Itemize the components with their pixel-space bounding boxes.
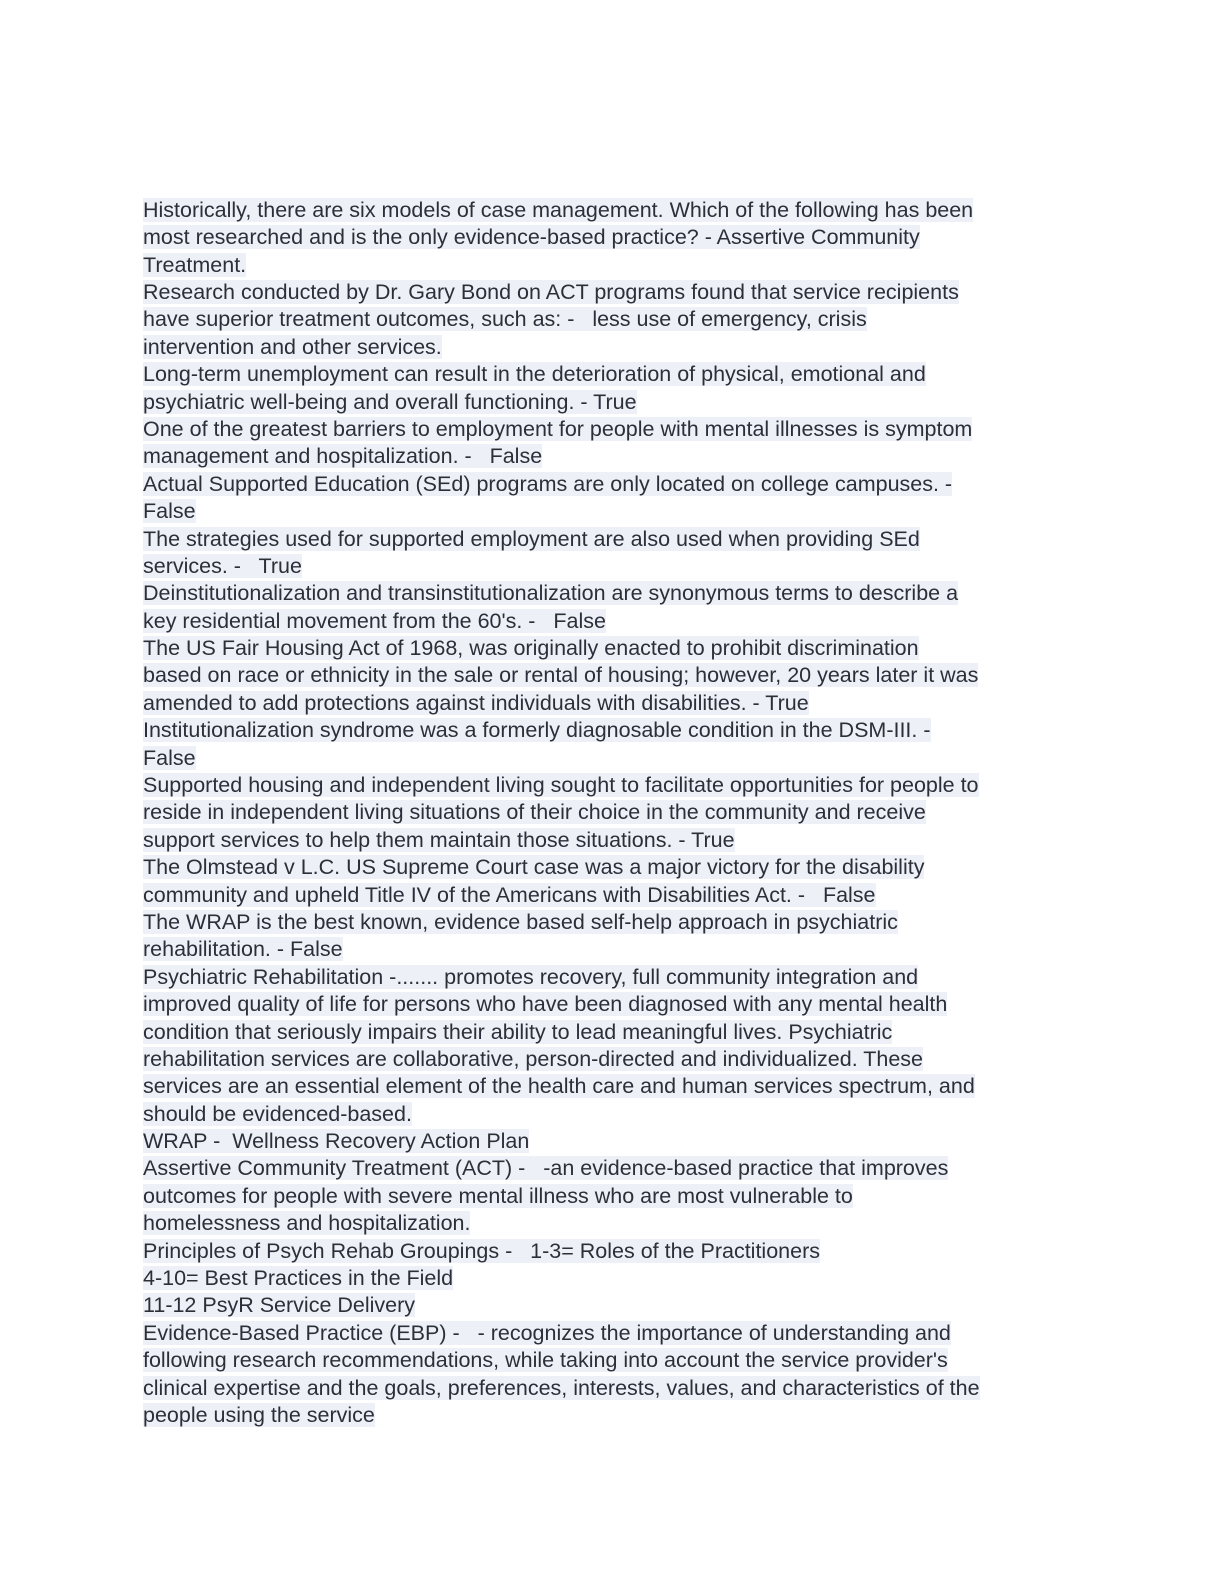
text-line-content: most researched and is the only evidence-based practice? - Assertive Community <box>143 225 920 250</box>
text-line <box>143 471 1083 498</box>
text-line-content: following research recommendations, while taking into account the service provider's <box>143 1348 948 1373</box>
text-line <box>143 1375 1083 1402</box>
text-line-content: Evidence-Based Practice (EBP) - - recognizes the importance of understanding and <box>143 1320 951 1345</box>
text-line-content: Historically, there are six models of case management. Which of the following has been <box>143 197 974 222</box>
text-line-content: The strategies used for supported employment are also used when providing SEd <box>143 526 920 551</box>
text-line <box>143 553 1083 580</box>
text-line-content: rehabilitation services are collaborative, person-directed and individualized. These <box>143 1046 924 1071</box>
text-line <box>143 1101 1083 1128</box>
text-line-content: based on race or ethnicity in the sale or rental of housing; however, 20 years later it was <box>143 663 979 688</box>
text-line <box>143 936 1083 963</box>
text-line-content: Psychiatric Rehabilitation -....... promotes recovery, full community integration and <box>143 964 919 989</box>
text-line-content: Supported housing and independent living sought to facilitate opportunities for people to <box>143 773 979 798</box>
text-line <box>143 1265 1083 1292</box>
text-line-content: rehabilitation. - False <box>143 937 343 962</box>
text-line-content: The WRAP is the best known, evidence based self-help approach in psychiatric <box>143 909 898 934</box>
text-line-content: intervention and other services. <box>143 334 442 359</box>
text-line <box>143 662 1083 689</box>
text-line-content: have superior treatment outcomes, such as: - less use of emergency, crisis <box>143 307 867 332</box>
text-line <box>143 334 1083 361</box>
text-line-content: services. - True <box>143 553 302 578</box>
text-line <box>143 1128 1083 1155</box>
text-line-content: psychiatric well-being and overall functioning. - True <box>143 389 637 414</box>
text-line <box>143 1402 1083 1429</box>
text-line <box>143 443 1083 470</box>
text-line-content: management and hospitalization. - False <box>143 444 543 469</box>
text-line <box>143 389 1083 416</box>
text-line-content: amended to add protections against individuals with disabilities. - True <box>143 690 809 715</box>
text-line <box>143 1238 1083 1265</box>
text-line <box>143 580 1083 607</box>
document-page <box>143 142 1083 1429</box>
text-line-content: condition that seriously impairs their ability to lead meaningful lives. Psychiatric <box>143 1019 893 1044</box>
text-line <box>143 854 1083 881</box>
text-line <box>143 827 1083 854</box>
text-line-content: The US Fair Housing Act of 1968, was originally enacted to prohibit discrimination <box>143 636 919 661</box>
text-line-content: support services to help them maintain those situations. - True <box>143 827 735 852</box>
text-line-content: Deinstitutionalization and transinstitutionalization are synonymous terms to describe a <box>143 581 959 606</box>
text-line <box>143 1292 1083 1319</box>
text-line-content: reside in independent living situations of their choice in the community and receive <box>143 800 926 825</box>
text-line <box>143 799 1083 826</box>
text-line <box>143 1019 1083 1046</box>
text-line <box>143 882 1083 909</box>
text-line <box>143 1183 1083 1210</box>
text-line <box>143 690 1083 717</box>
text-line-content: 11-12 PsyR Service Delivery <box>143 1293 416 1318</box>
text-line-content: WRAP - Wellness Recovery Action Plan <box>143 1129 530 1154</box>
text-line-content: Actual Supported Education (SEd) programs are only located on college campuses. - <box>143 471 953 496</box>
text-line-content: One of the greatest barriers to employment for people with mental illnesses is symptom <box>143 416 973 441</box>
text-line <box>143 279 1083 306</box>
text-line-content: community and upheld Title IV of the Americans with Disabilities Act. - False <box>143 882 876 907</box>
text-line <box>143 991 1083 1018</box>
text-line-content: Treatment. <box>143 252 247 277</box>
text-line <box>143 909 1083 936</box>
text-line <box>143 635 1083 662</box>
text-line <box>143 1347 1083 1374</box>
text-line-content: outcomes for people with severe mental illness who are most vulnerable to <box>143 1183 853 1208</box>
text-line-content: Research conducted by Dr. Gary Bond on ACT programs found that service recipients <box>143 279 959 304</box>
text-line <box>143 608 1083 635</box>
text-line-content: Long-term unemployment can result in the deterioration of physical, emotional and <box>143 362 926 387</box>
text-line <box>143 1320 1083 1347</box>
text-line <box>143 1073 1083 1100</box>
text-line-content: False <box>143 745 196 770</box>
text-line <box>143 1046 1083 1073</box>
text-line-content: Principles of Psych Rehab Groupings - 1-3= Roles of the Practitioners <box>143 1238 820 1263</box>
text-line-content: 4-10= Best Practices in the Field <box>143 1266 454 1291</box>
text-line <box>143 224 1083 251</box>
text-line <box>143 498 1083 525</box>
text-line <box>143 964 1083 991</box>
text-line-content: The Olmstead v L.C. US Supreme Court case was a major victory for the disability <box>143 855 925 880</box>
text-line <box>143 197 1083 224</box>
text-line <box>143 1210 1083 1237</box>
text-line-content: clinical expertise and the goals, preferences, interests, values, and characteristics of the <box>143 1375 980 1400</box>
text-line <box>143 717 1083 744</box>
text-line-content: should be evidenced-based. <box>143 1101 412 1126</box>
text-line <box>143 306 1083 333</box>
text-line <box>143 361 1083 388</box>
text-line-content: people using the service <box>143 1403 375 1427</box>
text-line <box>143 526 1083 553</box>
text-line-content: homelessness and hospitalization. <box>143 1211 471 1236</box>
text-line-content: improved quality of life for persons who have been diagnosed with any mental health <box>143 992 948 1017</box>
text-line-content: key residential movement from the 60's. - False <box>143 608 606 633</box>
text-line-content: Assertive Community Treatment (ACT) - -an evidence-based practice that improves <box>143 1156 949 1181</box>
text-line <box>143 772 1083 799</box>
text-line <box>143 252 1083 279</box>
text-line <box>143 1155 1083 1182</box>
text-line-content: services are an essential element of the health care and human services spectrum, and <box>143 1074 975 1099</box>
text-line <box>143 745 1083 772</box>
text-line <box>143 416 1083 443</box>
text-line-content: Institutionalization syndrome was a formerly diagnosable condition in the DSM-III. - <box>143 718 931 743</box>
text-line-content: False <box>143 499 196 524</box>
